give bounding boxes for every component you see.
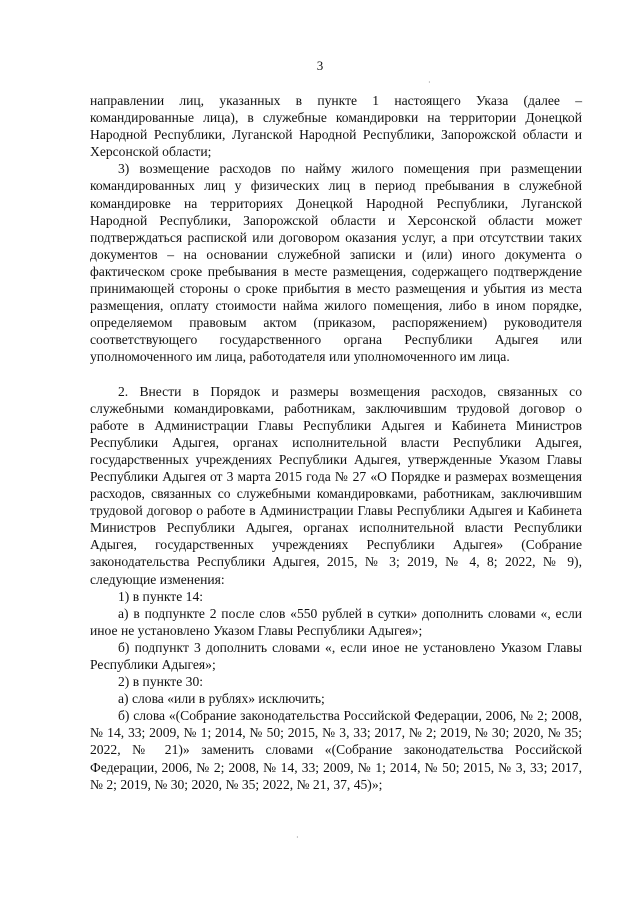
- paragraph-item-3: 3) возмещение расходов по найму жилого помещения при размещении командированных лиц у физических лиц в период пребывания в служебной командировке на территориях Донецкой Народной Республики, Луганской Народной Республики, Запорожской области и Херсонской области может подтверждаться распиской или договором оказания услуг, а при отсутствии таких документов – на основании служебной записки и (или) иного документа о фактическом сроке пребывания в месте размещения, содержащего подтверждение принимающей стороны о сроке прибытия в место размещения и убытия из места размещения, оплату стоимости найма жилого помещения, либо в ином порядке, определяемом правовым актом (приказом, распоряжением) руководителя соответствующего государственного органа Республики Адыгея или уполномоченного им лица, работодателя или уполномоченного им лица.: [90, 161, 582, 365]
- paragraph-subitem-2b: б) слова «(Собрание законодательства Российской Федерации, 2006, № 2; 2008, № 14, 33; 2009, № 1; 2014, № 50; 2015, № 3, 33; 2017, № 2; 2019, № 30; 2020, № 35; 2022, № 21)» заменить словами «(Собрание законодательства Российской Федерации, 2006, № 2; 2008, № 14, 33; 2009, № 1; 2014, № 50; 2015, № 3, 33; 2017, № 2; 2019, № 30; 2020, № 35; 2022, № 21, 37, 45)»;: [90, 708, 582, 792]
- paragraph-subitem-2a: а) слова «или в рублях» исключить;: [118, 691, 325, 707]
- paragraph-section-2: 2. Внести в Порядок и размеры возмещения расходов, связанных со служебными командировками, работникам, заключившим трудовой договор о работе в Администрации Главы Республики Адыгея и Кабинета Министров Республики Адыгея, органах исполнительной власти Республики Адыгея, государственных учреждениях Республики Адыгея, утвержденные Указом Главы Республики Адыгея от 3 марта 2015 года № 27 «О Порядке и размерах возмещения расходов, связанных со служебными командировками, работникам, заключившим трудовой договор о работе в Администрации Главы Республики Адыгея и Кабинета Министров Республики Адыгея, органах исполнительной власти Республики Адыгея, государственных учреждениях Республики Адыгея» (Собрание законодательства Республики Адыгея, 2015, № 3; 2019, № 4, 8; 2022, № 9), следующие изменения:: [90, 383, 582, 587]
- paragraph-subitem-1b: б) подпункт 3 дополнить словами «, если иное не установлено Указом Главы Республики Адыгея»;: [90, 639, 582, 672]
- paragraph-continuation: направлении лиц, указанных в пункте 1 настоящего Указа (далее – командированные лица), в служебные командировки на территории Донецкой Народной Республики, Луганской Народной Республики, Запорожской области и Херсонской области;: [90, 93, 582, 160]
- paragraph-subitem-2: 2) в пункте 30:: [118, 674, 204, 690]
- paragraph-subitem-1: 1) в пункте 14:: [118, 588, 204, 604]
- scan-speck: ·: [296, 833, 299, 842]
- scan-speck: ·: [428, 78, 431, 87]
- document-body: [90, 92, 582, 793]
- page-number: 3: [316, 58, 324, 73]
- paragraph-subitem-1a: а) в подпункте 2 после слов «550 рублей в сутки» дополнить словами «, если иное не установлено Указом Главы Республики Адыгея»;: [90, 605, 582, 638]
